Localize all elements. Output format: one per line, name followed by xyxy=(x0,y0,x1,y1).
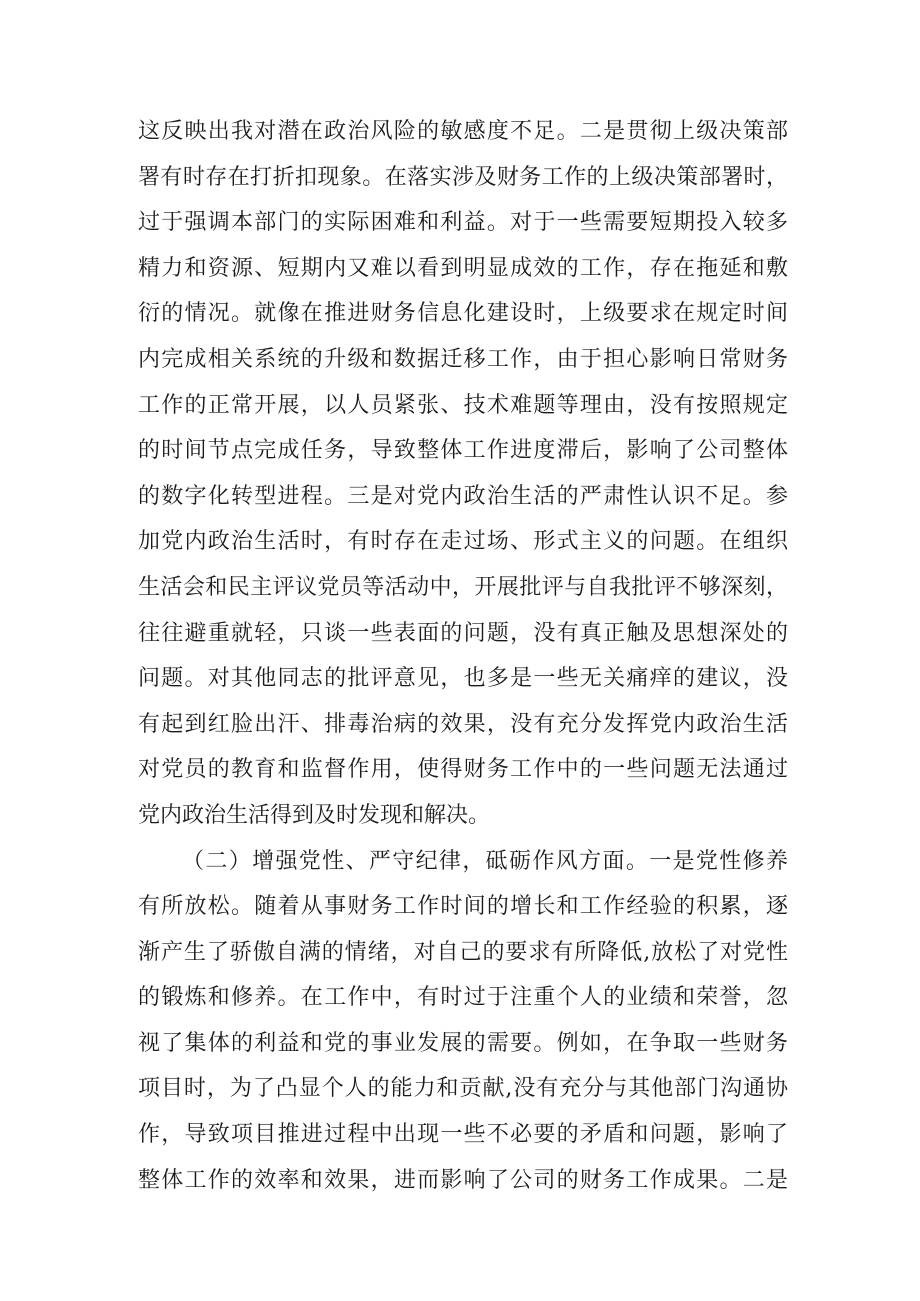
text-line: 问题。对其他同志的批评意见，也多是一些无关痛痒的建议，没 xyxy=(138,666,788,692)
text-line: 衍的情况。就像在推进财务信息化建设时，上级要求在规定时间 xyxy=(138,301,788,327)
text-line: 有起到红脸出汗、排毒治病的效果，没有充分发挥党内政治生活 xyxy=(138,711,788,737)
text-line: 项目时，为了凸显个人的能力和贡献,没有充分与其他部门沟通协 xyxy=(138,1076,788,1102)
text-line: 生活会和民主评议党员等活动中，开展批评与自我批评不够深刻， xyxy=(138,574,788,600)
text-line: 过于强调本部门的实际困难和利益。对于一些需要短期投入较多 xyxy=(138,210,788,236)
paragraph-end-line: 党内政治生活得到及时发现和解决。 xyxy=(138,802,491,828)
text-line: 对党员的教育和监督作用，使得财务工作中的一些问题无法通过 xyxy=(138,757,788,783)
text-line: 视了集体的利益和党的事业发展的需要。例如，在争取一些财务 xyxy=(138,1030,788,1056)
text-line: 作，导致项目推进过程中出现一些不必要的矛盾和问题，影响了 xyxy=(138,1122,788,1148)
text-line: 加党内政治生活时，有时存在走过场、形式主义的问题。在组织 xyxy=(138,529,788,555)
text-line: 往往避重就轻，只谈一些表面的问题，没有真正触及思想深处的 xyxy=(138,620,788,646)
text-line: 这反映出我对潜在政治风险的敏感度不足。二是贯彻上级决策部 xyxy=(138,119,788,144)
text-line: 的锻炼和修养。在工作中，有时过于注重个人的业绩和荣誉，忽 xyxy=(138,985,788,1011)
text-line: 的时间节点完成任务，导致整体工作进度滞后，影响了公司整体 xyxy=(138,438,788,464)
text-line: 署有时存在打折扣现象。在落实涉及财务工作的上级决策部署时， xyxy=(138,164,788,190)
body-text xyxy=(138,109,788,1203)
text-line: 渐产生了骄傲自满的情绪，对自己的要求有所降低,放松了对党性 xyxy=(138,939,788,965)
text-line: 的数字化转型进程。三是对党内政治生活的严肃性认识不足。参 xyxy=(138,483,788,509)
text-line: 工作的正常开展，以人员紧张、技术难题等理由，没有按照规定 xyxy=(138,392,788,418)
text-line: 有所放松。随着从事财务工作时间的增长和工作经验的积累，逐 xyxy=(138,894,788,920)
text-line: 整体工作的效率和效果，进而影响了公司的财务工作成果。二是 xyxy=(138,1167,788,1193)
text-line: 精力和资源、短期内又难以看到明显成效的工作，存在拖延和敷 xyxy=(138,255,788,281)
section-heading-line: （二）增强党性、严守纪律，砥砺作风方面。一是党性修养 xyxy=(182,848,788,874)
text-line: 内完成相关系统的升级和数据迁移工作，由于担心影响日常财务 xyxy=(138,346,788,372)
